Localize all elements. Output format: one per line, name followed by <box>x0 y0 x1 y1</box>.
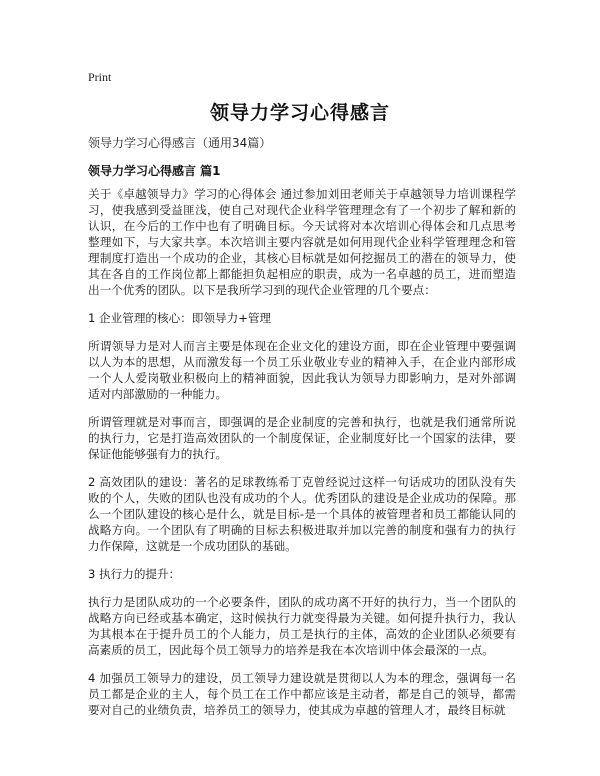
paragraph-intro: 关于《卓越领导力》学习的心得体会 通过参加刘田老师关于卓越领导力培训课程学习，使我感到受益匪浅，使自己对现代企业科学管理理念有了一个初步了解和新的认识，在今后的工作中也有了明确目标。今天试将对本次培训心得体会和几点思考整理如下，与大家共享。本次培训主要内容就是如何用现代企业科学管理理念和管理制度打造出一个成功的企业，其核心目标就是如何挖掘员工的潜在的领导力，使其在各自的工作岗位都上都能担负起相应的职责，成为一名卓越的员工，进而塑造出一个优秀的团队。以下是我所学习到的现代企业管理的几个要点： <box>88 187 516 297</box>
print-link[interactable]: Print <box>88 70 112 84</box>
document-subtitle: 领导力学习心得感言（通用34篇） <box>88 136 272 150</box>
paragraph-staff-leadership: 4 加强员工领导力的建设，员工领导力建设就是贯彻以人为本的理念，强调每一名员工都是企业的主人，每个员工在工作中都应该是主动者，都是自己的领导，都需要对自己的业绩负责，培养员工的领导力，使其成为卓越的管理人才，最终目标就 <box>88 671 516 717</box>
section-heading: 领导力学习心得感言 篇1 <box>88 164 221 178</box>
document-body <box>88 186 516 730</box>
page-title: 领导力学习心得感言 <box>209 102 390 124</box>
paragraph-point-1-heading: 1 企业管理的核心：即领导力+管理 <box>88 311 272 325</box>
paragraph-point-3-heading: 3 执行力的提升： <box>88 567 181 581</box>
paragraph-team-building: 2 高效团队的建设：著名的足球教练希丁克曾经说过这样一句话成功的团队没有失败的个人，失败的团队也没有成功的个人。优秀团队的建设是企业成功的保障。那么一个团队建设的核心是什么，就是目标-是一个具体的被管理者和员工都能认同的战略方向。一个团队有了明确的目标去积极进取并加以完善的制度和强有力的执行力作保障，这就是一个成功团队的基础。 <box>88 475 516 553</box>
paragraph-execution: 执行力是团队成功的一个必要条件，团队的成功离不开好的执行力，当一个团队的战略方向已经或基本确定，这时候执行力就变得最为关键。如何提升执行力，我认为其根本在于提升员工的个人能力，员工是执行的主体，高效的企业团队必须要有高素质的员工，因此每个员工领导力的培养是我在本次培训中体会最深的一点。 <box>88 595 516 657</box>
paragraph-management: 所谓管理就是对事而言，即强调的是企业制度的完善和执行，也就是我们通常所说的执行力，它是打造高效团队的一个制度保证，企业制度好比一个国家的法律，要保证他能够强有力的执行。 <box>88 415 516 461</box>
paragraph-leadership: 所谓领导力是对人而言主要是体现在企业文化的建设方面，即在企业管理中要强调以人为本的思想，从而激发每一个员工乐业敬业专业的精神入手，在企业内部形成一个人人爱岗敬业积极向上的精神面貌，因此我认为领导力即影响力，是对外部调适对内部激励的一种能力。 <box>88 339 516 401</box>
